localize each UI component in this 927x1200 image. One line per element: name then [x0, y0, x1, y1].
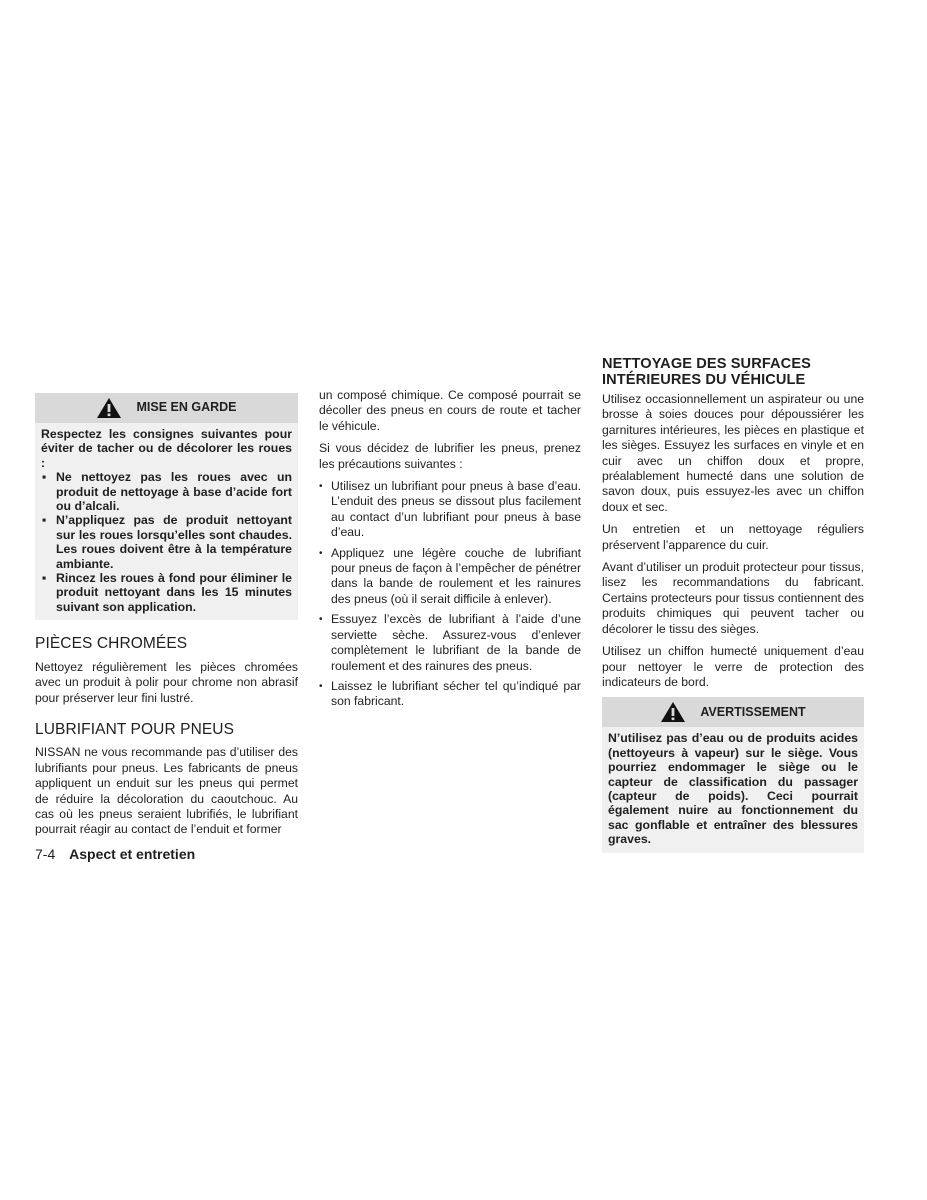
warning-header — [602, 697, 864, 727]
page-footer — [35, 847, 195, 862]
warning-triangle-icon — [96, 397, 122, 419]
interior-paragraph: Utilisez occasionnellement un aspirateur ou une brosse à soies douces pour dépoussiérer les garnitures intérieures, les pièces en plastique et les sièges. Essuyez les surfaces en vinyle et en cuir avec un chiffon doux et propre, préalablement humecté dans une solution de savon doux, puis essuyez-les avec un chiffon doux et sec. — [602, 392, 864, 514]
tires-heading: LUBRIFIANT POUR PNEUS — [35, 720, 235, 738]
caution-list — [41, 470, 292, 614]
chrome-text: Nettoyez régulièrement les pièces chromées avec un produit à polir pour chrome non abrasif pour préserver leur fini lustré. — [35, 659, 298, 705]
warning-text: N’utilisez pas d’eau ou de produits acides (nettoyeurs à vapeur) sur le siège. Vous pourriez endommager le siège ou le capteur de classification du passager (capteur de poids). Ceci pourrait également nuire au fonctionnement du sac gonflable et entraîner des blessures graves. — [608, 731, 858, 847]
warning-triangle-icon — [660, 701, 686, 723]
interior-paragraph: Utilisez un chiffon humecté uniquement d’eau pour nettoyer le verre de protection des indicateurs de bord. — [602, 644, 864, 689]
tires-precaution-item: • Utilisez un lubrifiant pour pneus à base d’eau. L’enduit des pneus se dissout plus facilement au contact d’un lubrifiant pour pneus à base d’eau. — [319, 479, 581, 541]
tires-text-1-continued: un composé chimique. Ce composé pourrait se décoller des pneus en cours de route et tacher le véhicule. — [319, 388, 581, 433]
tires-text-1: NISSAN ne vous recommande pas d’utiliser des lubrifiants pour pneus. Les fabricants de pneus appliquent un enduit sur les pneus qui permet de réduire la décoloration du caoutchouc. Au cas où les pneus seraient lubrifiés, le lubrifiant pourrait réagir au contact de l’enduit et former — [35, 745, 298, 837]
caution-box — [35, 393, 298, 620]
interior-paragraph: Avant d’utiliser un produit protecteur pour tissus, lisez les recommandations du fabricant. Certains protecteurs pour tissus contiennent des produits chimiques qui peuvent tacher ou décolorer le tissu des sièges. — [602, 560, 864, 636]
interior-heading: NETTOYAGE DES SURFACES INTÉRIEURES DU VÉHICULE — [602, 356, 811, 388]
column-left — [35, 393, 298, 836]
caution-item: ▪ N’appliquez pas de produit nettoyant sur les roues lorsqu’elles sont chaudes. Les roues doivent être à la température ambiante. — [41, 513, 292, 571]
chapter-title: Aspect et entretien — [69, 846, 196, 862]
warning-body — [602, 727, 864, 846]
column-middle — [319, 388, 581, 715]
caution-title: MISE EN GARDE — [136, 400, 237, 415]
page-number: 7-4 — [35, 846, 56, 862]
caution-item: ▪ Ne nettoyez pas les roues avec un produit de nettoyage à base d’acide fort ou d’alcali. — [41, 470, 292, 513]
tires-precaution-item: • Appliquez une légère couche de lubrifiant pour pneus de façon à l’empêcher de pénétrer dans la bande de roulement et les rainures des pneus (où il serait difficile à enlever). — [319, 546, 581, 608]
tires-precaution-item: • Laissez le lubrifiant sécher tel qu’indiqué par son fabricant. — [319, 679, 581, 710]
tires-text-2: Si vous décidez de lubrifier les pneus, prenez les précautions suivantes : — [319, 441, 581, 471]
warning-title: AVERTISSEMENT — [700, 704, 806, 719]
caution-intro: Respectez les consignes suivantes pour éviter de tacher ou de décolorer les roues : — [41, 427, 292, 470]
interior-paragraph: Un entretien et un nettoyage réguliers préservent l’apparence du cuir. — [602, 522, 864, 552]
caution-header — [35, 393, 298, 423]
chrome-heading: PIÈCES CHROMÉES — [35, 635, 188, 653]
column-right — [602, 356, 864, 853]
tires-precaution-item: • Essuyez l’excès de lubrifiant à l’aide d’une serviette sèche. Assurez-vous d’enlever complètement le lubrifiant de la bande de roulement et des rainures des pneus. — [319, 612, 581, 674]
warning-box — [602, 697, 864, 852]
tires-precautions-list — [319, 479, 581, 710]
caution-item: ▪ Rincez les roues à fond pour éliminer le produit nettoyant dans les 15 minutes suivant son application. — [41, 571, 292, 614]
caution-body — [35, 423, 298, 614]
